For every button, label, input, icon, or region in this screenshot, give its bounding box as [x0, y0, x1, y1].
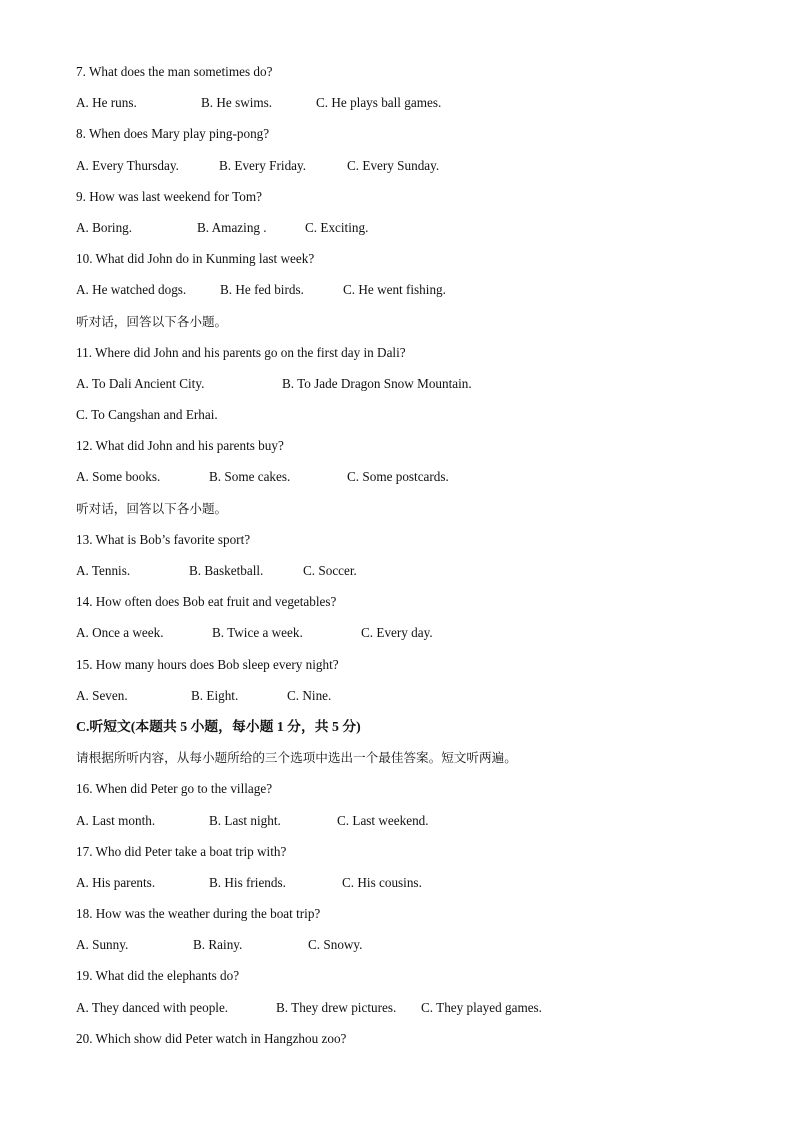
answer-option: B. To Jade Dragon Snow Mountain. — [282, 375, 472, 391]
answer-option: A. Last month. — [76, 812, 156, 828]
answer-option: A. Seven. — [76, 687, 128, 703]
answer-option: C. Some postcards. — [347, 469, 449, 485]
question-text: 17. Who did Peter take a boat trip with? — [76, 843, 287, 859]
question-text: 10. What did John do in Kunming last week? — [76, 251, 315, 267]
question-text: 15. How many hours does Bob sleep every night? — [76, 656, 339, 672]
answer-options-row — [76, 998, 736, 1029]
answer-option: B. Rainy. — [193, 937, 243, 953]
instruction-text: 请根据所听内容，从每小题所给的三个选项中选出一个最佳答案。短文听两遍。 — [76, 750, 517, 766]
question-text: 18. How was the weather during the boat trip? — [76, 906, 321, 922]
answer-option: A. To Dali Ancient City. — [76, 375, 205, 391]
answer-options-row — [76, 935, 736, 966]
instruction-text: 听对话，回答以下各小题。 — [76, 313, 228, 329]
answer-option: C. To Cangshan and Erhai. — [76, 407, 218, 423]
question-text: 14. How often does Bob eat fruit and vegetables? — [76, 594, 337, 610]
document-page — [76, 62, 736, 1060]
question-text: 8. When does Mary play ping-pong? — [76, 126, 270, 142]
answer-option: A. Some books. — [76, 469, 161, 485]
answer-option: A. He watched dogs. — [76, 282, 187, 298]
answer-option: A. Tennis. — [76, 563, 131, 578]
answer-options-row — [76, 686, 736, 717]
answer-option: C. Every Sunday. — [347, 157, 440, 173]
answer-option: C. They played games. — [421, 999, 542, 1015]
answer-options-row — [76, 93, 736, 124]
answer-option: A. His parents. — [76, 874, 156, 890]
answer-option: A. Boring. — [76, 219, 133, 235]
answer-option: C. He went fishing. — [343, 282, 446, 298]
question-text: 16. When did Peter go to the village? — [76, 781, 273, 797]
answer-option: C. He plays ball games. — [316, 95, 442, 111]
answer-options-row — [76, 467, 736, 498]
answer-option: A. They danced with people. — [76, 999, 229, 1015]
answer-option: B. He fed birds. — [220, 282, 304, 298]
answer-option: B. His friends. — [209, 874, 286, 890]
question-text: 19. What did the elephants do? — [76, 968, 240, 984]
answer-option: C. Nine. — [287, 687, 332, 703]
answer-option: C. Snowy. — [308, 937, 363, 953]
section-heading: C.听短文(本题共 5 小题，每小题 1 分，共 5 分) — [76, 718, 361, 734]
answer-option: B. Some cakes. — [209, 469, 291, 485]
answer-options-row — [76, 218, 736, 249]
answer-option: A. Once a week. — [76, 625, 164, 641]
answer-options-row — [76, 873, 736, 904]
answer-option: B. Eight. — [191, 687, 239, 703]
instruction-text: 听对话，回答以下各小题。 — [76, 500, 228, 516]
answer-option: B. They drew pictures. — [276, 999, 397, 1015]
answer-options-row — [76, 623, 736, 654]
answer-option: B. He swims. — [201, 95, 273, 111]
answer-option: C. Last weekend. — [337, 812, 429, 828]
answer-options-row — [76, 156, 736, 187]
question-text: 7. What does the man sometimes do? — [76, 64, 273, 79]
question-text: 12. What did John and his parents buy? — [76, 438, 284, 454]
answer-options-row — [76, 280, 736, 311]
answer-option: B. Basketball. — [189, 563, 264, 578]
answer-option: A. Every Thursday. — [76, 157, 179, 173]
answer-option: A. Sunny. — [76, 937, 129, 953]
answer-option: C. Soccer. — [303, 563, 357, 578]
answer-option: A. He runs. — [76, 95, 137, 111]
question-text: 13. What is Bob’s favorite sport? — [76, 531, 251, 547]
answer-option: C. Exciting. — [305, 219, 369, 235]
answer-option: B. Last night. — [209, 812, 281, 828]
answer-option: B. Twice a week. — [212, 625, 303, 641]
question-text: 11. Where did John and his parents go on the first day in Dali? — [76, 344, 406, 360]
answer-option: B. Every Friday. — [219, 157, 307, 173]
answer-option: C. Every day. — [361, 625, 433, 641]
answer-options-row — [76, 561, 736, 592]
answer-options-row — [76, 811, 736, 842]
answer-option: C. His cousins. — [342, 874, 422, 890]
answer-options-row — [76, 374, 736, 405]
answer-options-row — [76, 405, 736, 436]
question-text: 9. How was last weekend for Tom? — [76, 188, 262, 204]
question-text: 20. Which show did Peter watch in Hangzhou zoo? — [76, 1030, 347, 1046]
answer-option: B. Amazing . — [197, 219, 267, 235]
